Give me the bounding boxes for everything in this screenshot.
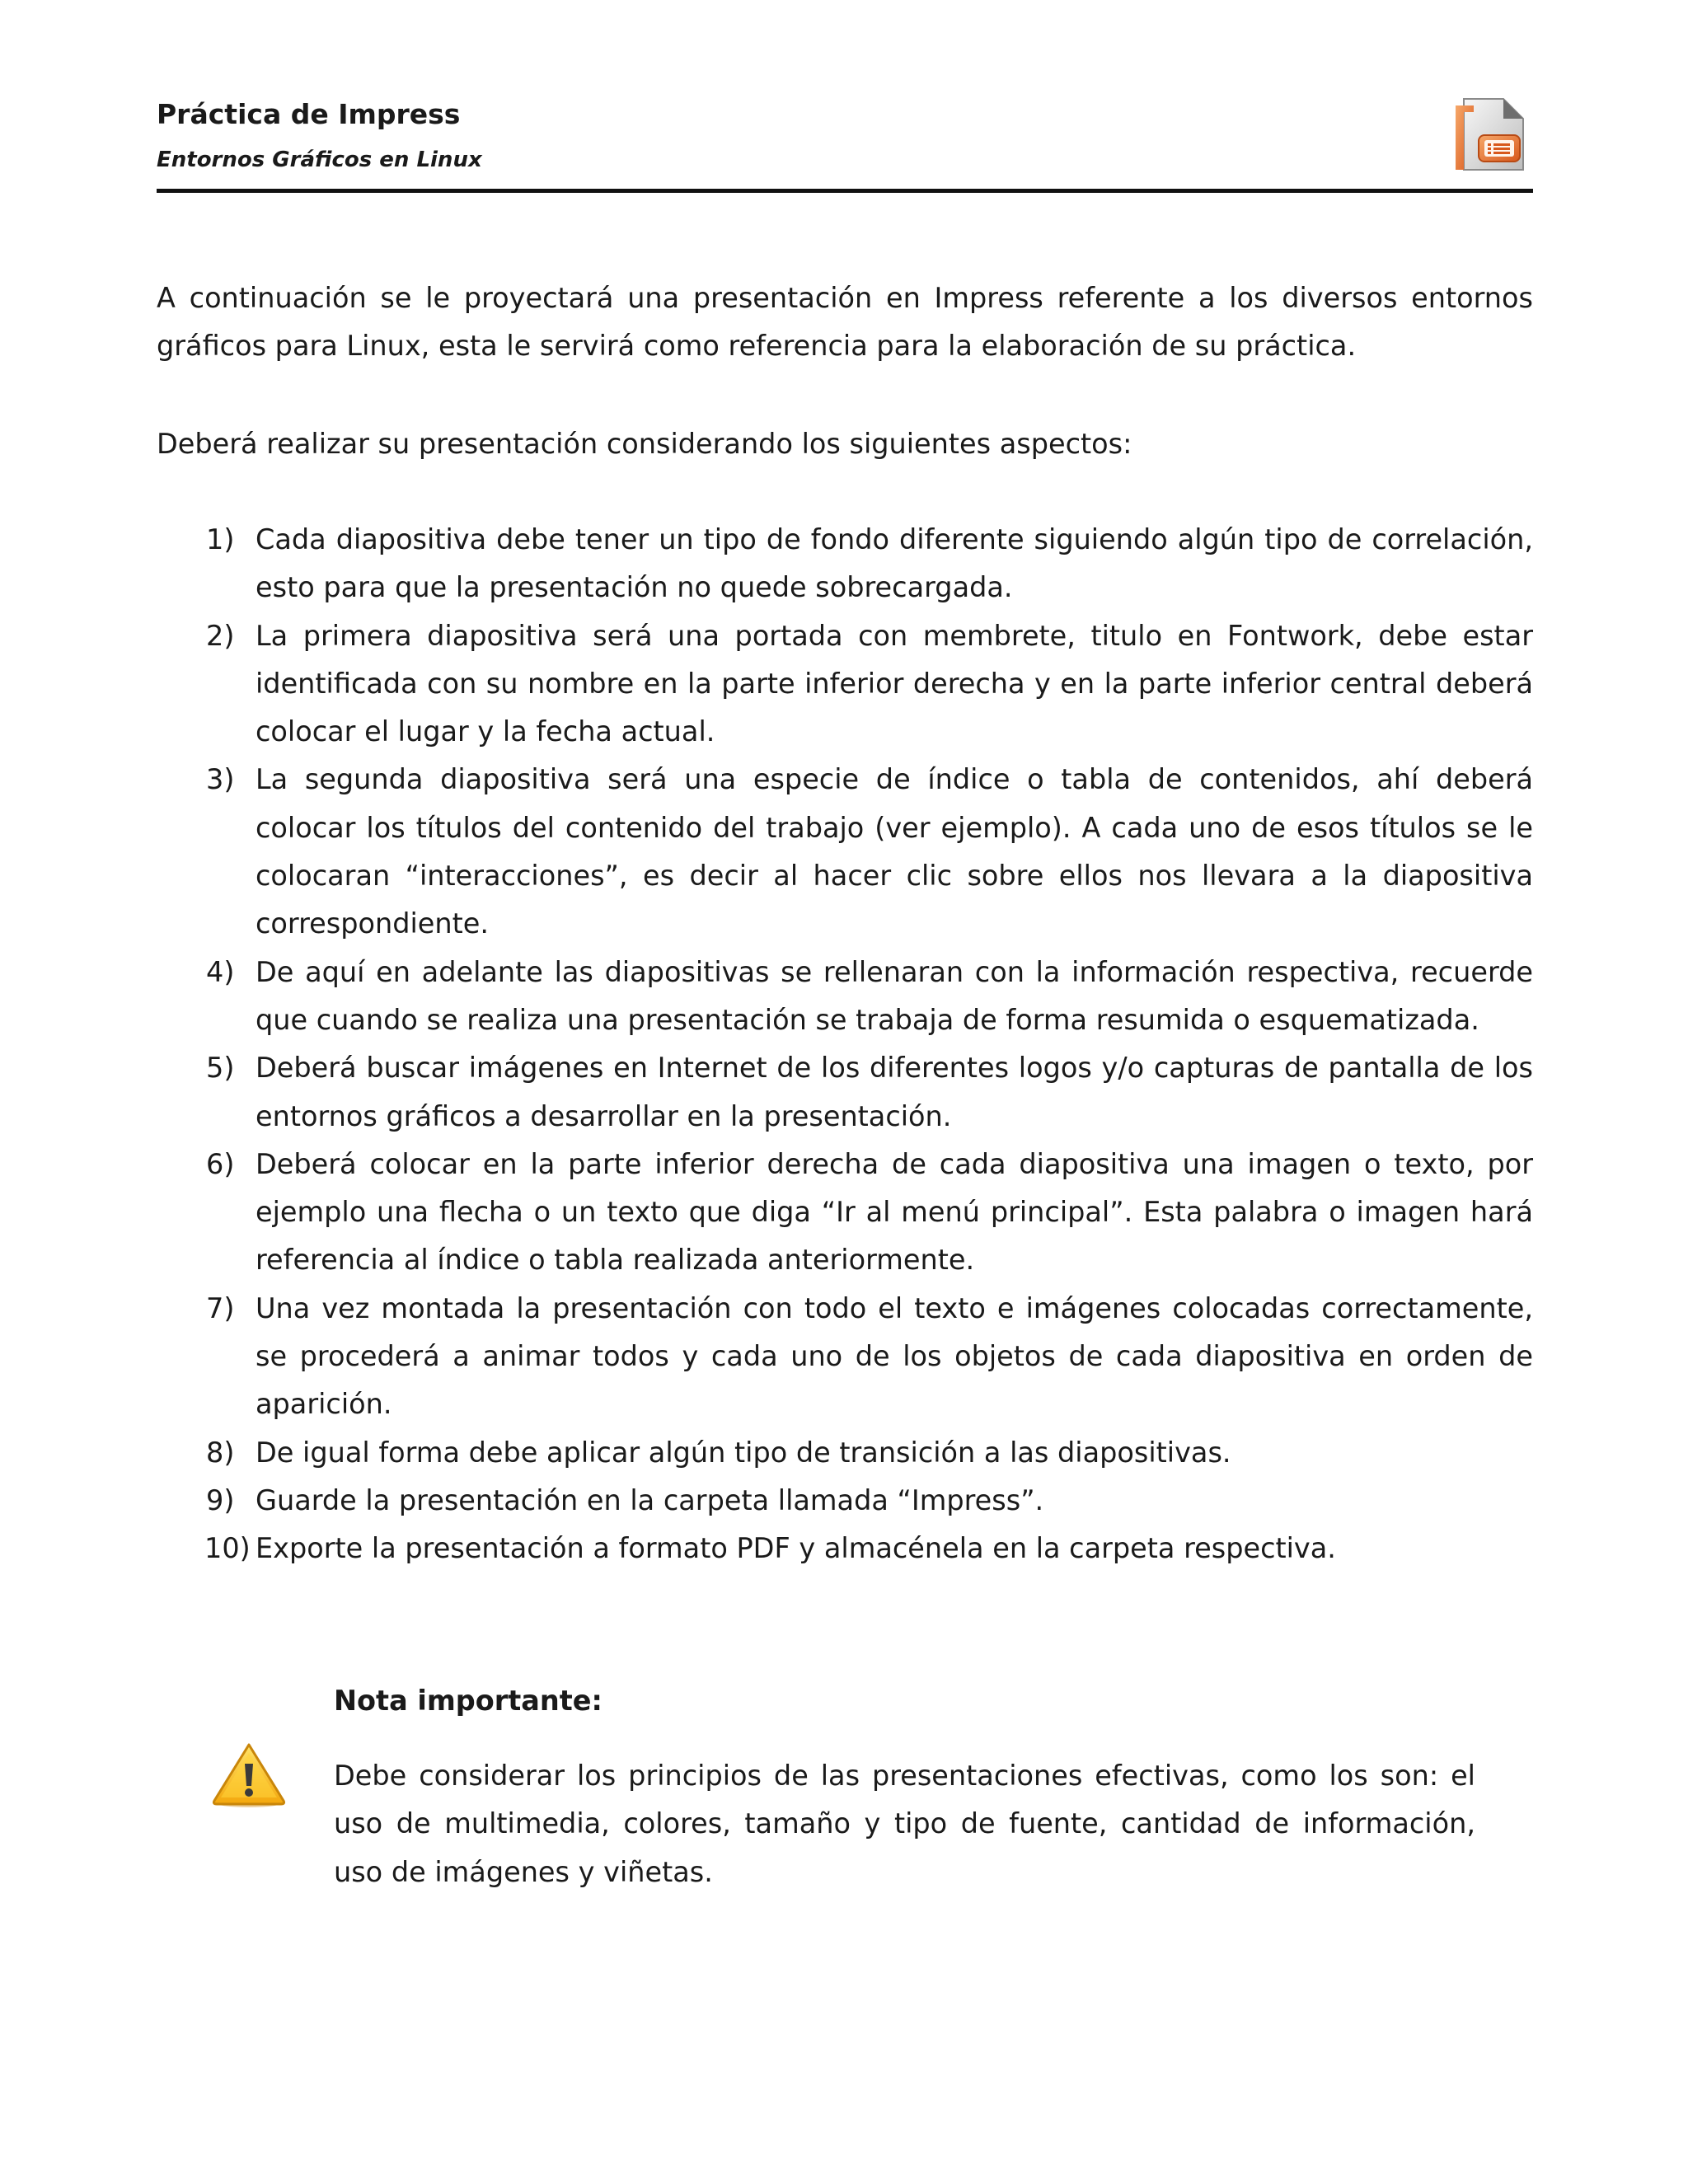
list-item-text: Deberá buscar imágenes en Internet de los diferentes logos y/o capturas de pantalla de los entornos gráficos a desarrollar en la presentación.: [256, 1052, 1533, 1132]
list-item-number: 1): [206, 523, 235, 555]
note-text: Debe considerar los principios de las presentaciones efectivas, como los son: el uso de multimedia, colores, tamaño y tipo de fuente, cantidad de información, uso de imágenes y viñetas.: [334, 1760, 1475, 1888]
instruction-paragraph: Deberá realizar su presentación considerando los siguientes aspectos:: [157, 428, 1132, 460]
list-item-number: 4): [206, 955, 235, 988]
page-header: [157, 94, 1533, 193]
list-item-number: 6): [206, 1147, 235, 1180]
impress-logo-icon: [1449, 94, 1531, 175]
intro-paragraph: A continuación se le proyectará una presentación en Impress referente a los diversos entornos gráficos para Linux, esta le servirá como referencia para la elaboración de su práctica.: [157, 282, 1533, 362]
header-divider: [157, 189, 1533, 193]
document-subtitle: Entornos Gráficos en Linux: [157, 148, 482, 172]
list-item-number: 7): [206, 1291, 235, 1324]
list-item-text: Una vez montada la presentación con todo el texto e imágenes colocadas correctamente, se procederá a animar todos y cada uno de los objetos de cada diapositiva en orden de aparición.: [256, 1291, 1533, 1421]
list-item: [157, 1429, 1533, 1477]
document-title: Práctica de Impress: [157, 98, 461, 130]
list-item-text: La segunda diapositiva será una especie de índice o tabla de contenidos, ahí deberá colocar los títulos del contenido del trabajo (ver ejemplo). A cada uno de esos títulos se le colocaran “interacciones”, es decir al hacer clic sobre ellos nos llevara a la diapositiva correspondiente.: [256, 763, 1533, 940]
list-item-text: Cada diapositiva debe tener un tipo de fondo diferente siguiendo algún tipo de correlación, esto para que la presentación no quede sobrecargada.: [256, 523, 1533, 604]
list-item: [157, 1285, 1533, 1429]
list-item-number: 5): [206, 1052, 235, 1085]
list-item: [157, 1141, 1533, 1285]
list-item: [157, 756, 1533, 948]
list-item-number: 2): [206, 619, 235, 652]
list-item-number: 10): [204, 1532, 251, 1565]
list-item: [157, 612, 1533, 757]
list-item-text: De igual forma debe aplicar algún tipo de transición a las diapositivas.: [256, 1436, 1231, 1469]
list-item: [157, 949, 1533, 1045]
list-item: [157, 516, 1533, 612]
list-item-text: Exporte la presentación a formato PDF y almacénela en la carpeta respectiva.: [256, 1532, 1336, 1565]
requirements-list: [157, 516, 1533, 1573]
list-item-number: 8): [206, 1436, 235, 1469]
list-item-number: 9): [206, 1483, 235, 1516]
list-item-text: De aquí en adelante las diapositivas se rellenaran con la información respectiva, recuerde que cuando se realiza una presentación se trabaja de forma resumida o esquematizada.: [256, 955, 1533, 1036]
list-item-text: La primera diapositiva será una portada con membrete, titulo en Fontwork, debe estar identificada con su nombre en la parte inferior derecha y en la parte inferior central deberá colocar el lugar y la fecha actual.: [256, 619, 1533, 748]
warning-icon: [211, 1741, 287, 1809]
list-item-text: Guarde la presentación en la carpeta llamada “Impress”.: [256, 1483, 1044, 1516]
list-item: [157, 1044, 1533, 1141]
list-item-number: 3): [206, 763, 235, 796]
list-item: [157, 1525, 1533, 1572]
note-title: Nota importante:: [334, 1685, 603, 1717]
list-item-text: Deberá colocar en la parte inferior derecha de cada diapositiva una imagen o texto, por ejemplo una flecha o un texto que diga “Ir al menú principal”. Esta palabra o imagen hará referencia al índice o tabla realizada anteriormente.: [256, 1147, 1533, 1277]
list-item: [157, 1477, 1533, 1525]
